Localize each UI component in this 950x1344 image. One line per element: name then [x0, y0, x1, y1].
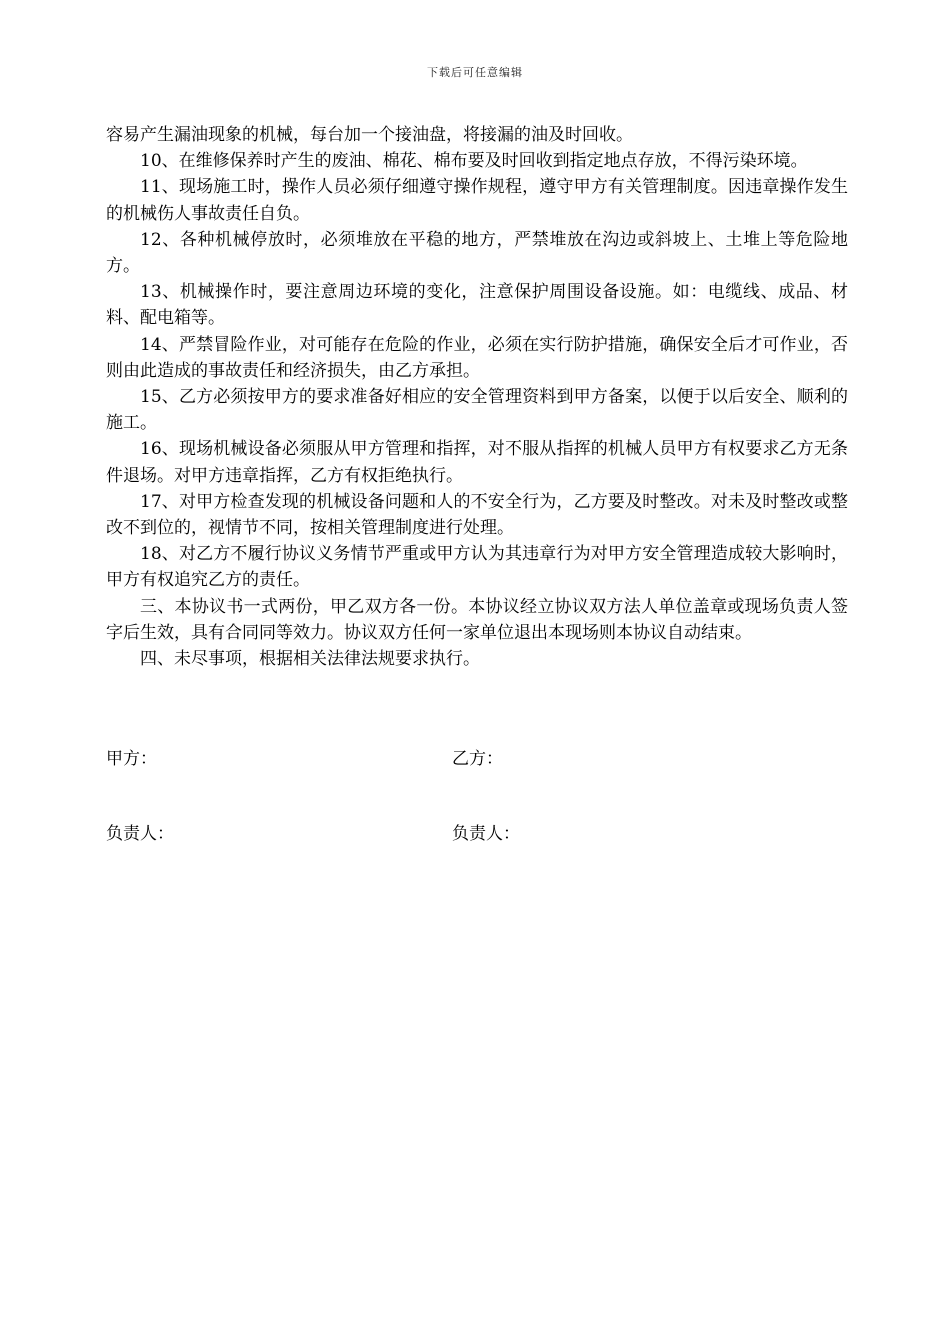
clause-16: 16、现场机械设备必须服从甲方管理和指挥，对不服从指挥的机械人员甲方有权要求乙方无条件退场。对甲方违章指挥，乙方有权拒绝执行。	[106, 439, 848, 486]
section-four: 四、未尽事项，根据相关法律法规要求执行。	[140, 649, 480, 670]
section-three: 三、本协议书一式两份，甲乙双方各一份。本协议经立协议双方法人单位盖章或现场负责人签字后生效，具有合同同等效力。协议双方任何一家单位退出本现场则本协议自动结束。	[106, 596, 848, 643]
clause-17: 17、对甲方检查发现的机械设备问题和人的不安全行为，乙方要及时整改。对未及时整改或整改不到位的，视情节不同，按相关管理制度进行处理。	[106, 491, 848, 539]
clause-15: 15、乙方必须按甲方的要求准备好相应的安全管理资料到甲方备案，以便于以后安全、顺利的施工。	[106, 387, 848, 434]
clause-11: 11、现场施工时，操作人员必须仔细遵守操作规程，遵守甲方有关管理制度。因违章操作发生的机械伤人事故责任自负。	[106, 177, 848, 224]
clause-18: 18、对乙方不履行协议义务情节严重或甲方认为其违章行为对甲方安全管理造成较大影响时，甲方有权追究乙方的责任。	[106, 544, 848, 591]
clause-13: 13、机械操作时，要注意周边环境的变化，注意保护周围设备设施。如：电缆线、成品、材料、配电箱等。	[106, 282, 848, 329]
agreement-body	[106, 122, 848, 672]
clause-12: 12、各种机械停放时，必须堆放在平稳的地方，严禁堆放在沟边或斜坡上、土堆上等危险地方。	[106, 229, 848, 277]
page-header: 下载后可任意编辑	[427, 66, 523, 79]
representative-b-label: 负责人：	[452, 824, 520, 844]
clause-10: 10、在维修保养时产生的废油、棉花、棉布要及时回收到指定地点存放，不得污染环境。	[140, 151, 808, 172]
party-b-label: 乙方：	[452, 749, 503, 769]
party-a-label: 甲方：	[106, 749, 157, 769]
representative-a-label: 负责人：	[106, 824, 174, 844]
paragraph-continued: 容易产生漏油现象的机械，每台加一个接油盘，将接漏的油及时回收。	[106, 125, 633, 145]
clause-14: 14、严禁冒险作业，对可能存在危险的作业，必须在实行防护措施，确保安全后才可作业，否则由此造成的事故责任和经济损失，由乙方承担。	[106, 334, 848, 381]
